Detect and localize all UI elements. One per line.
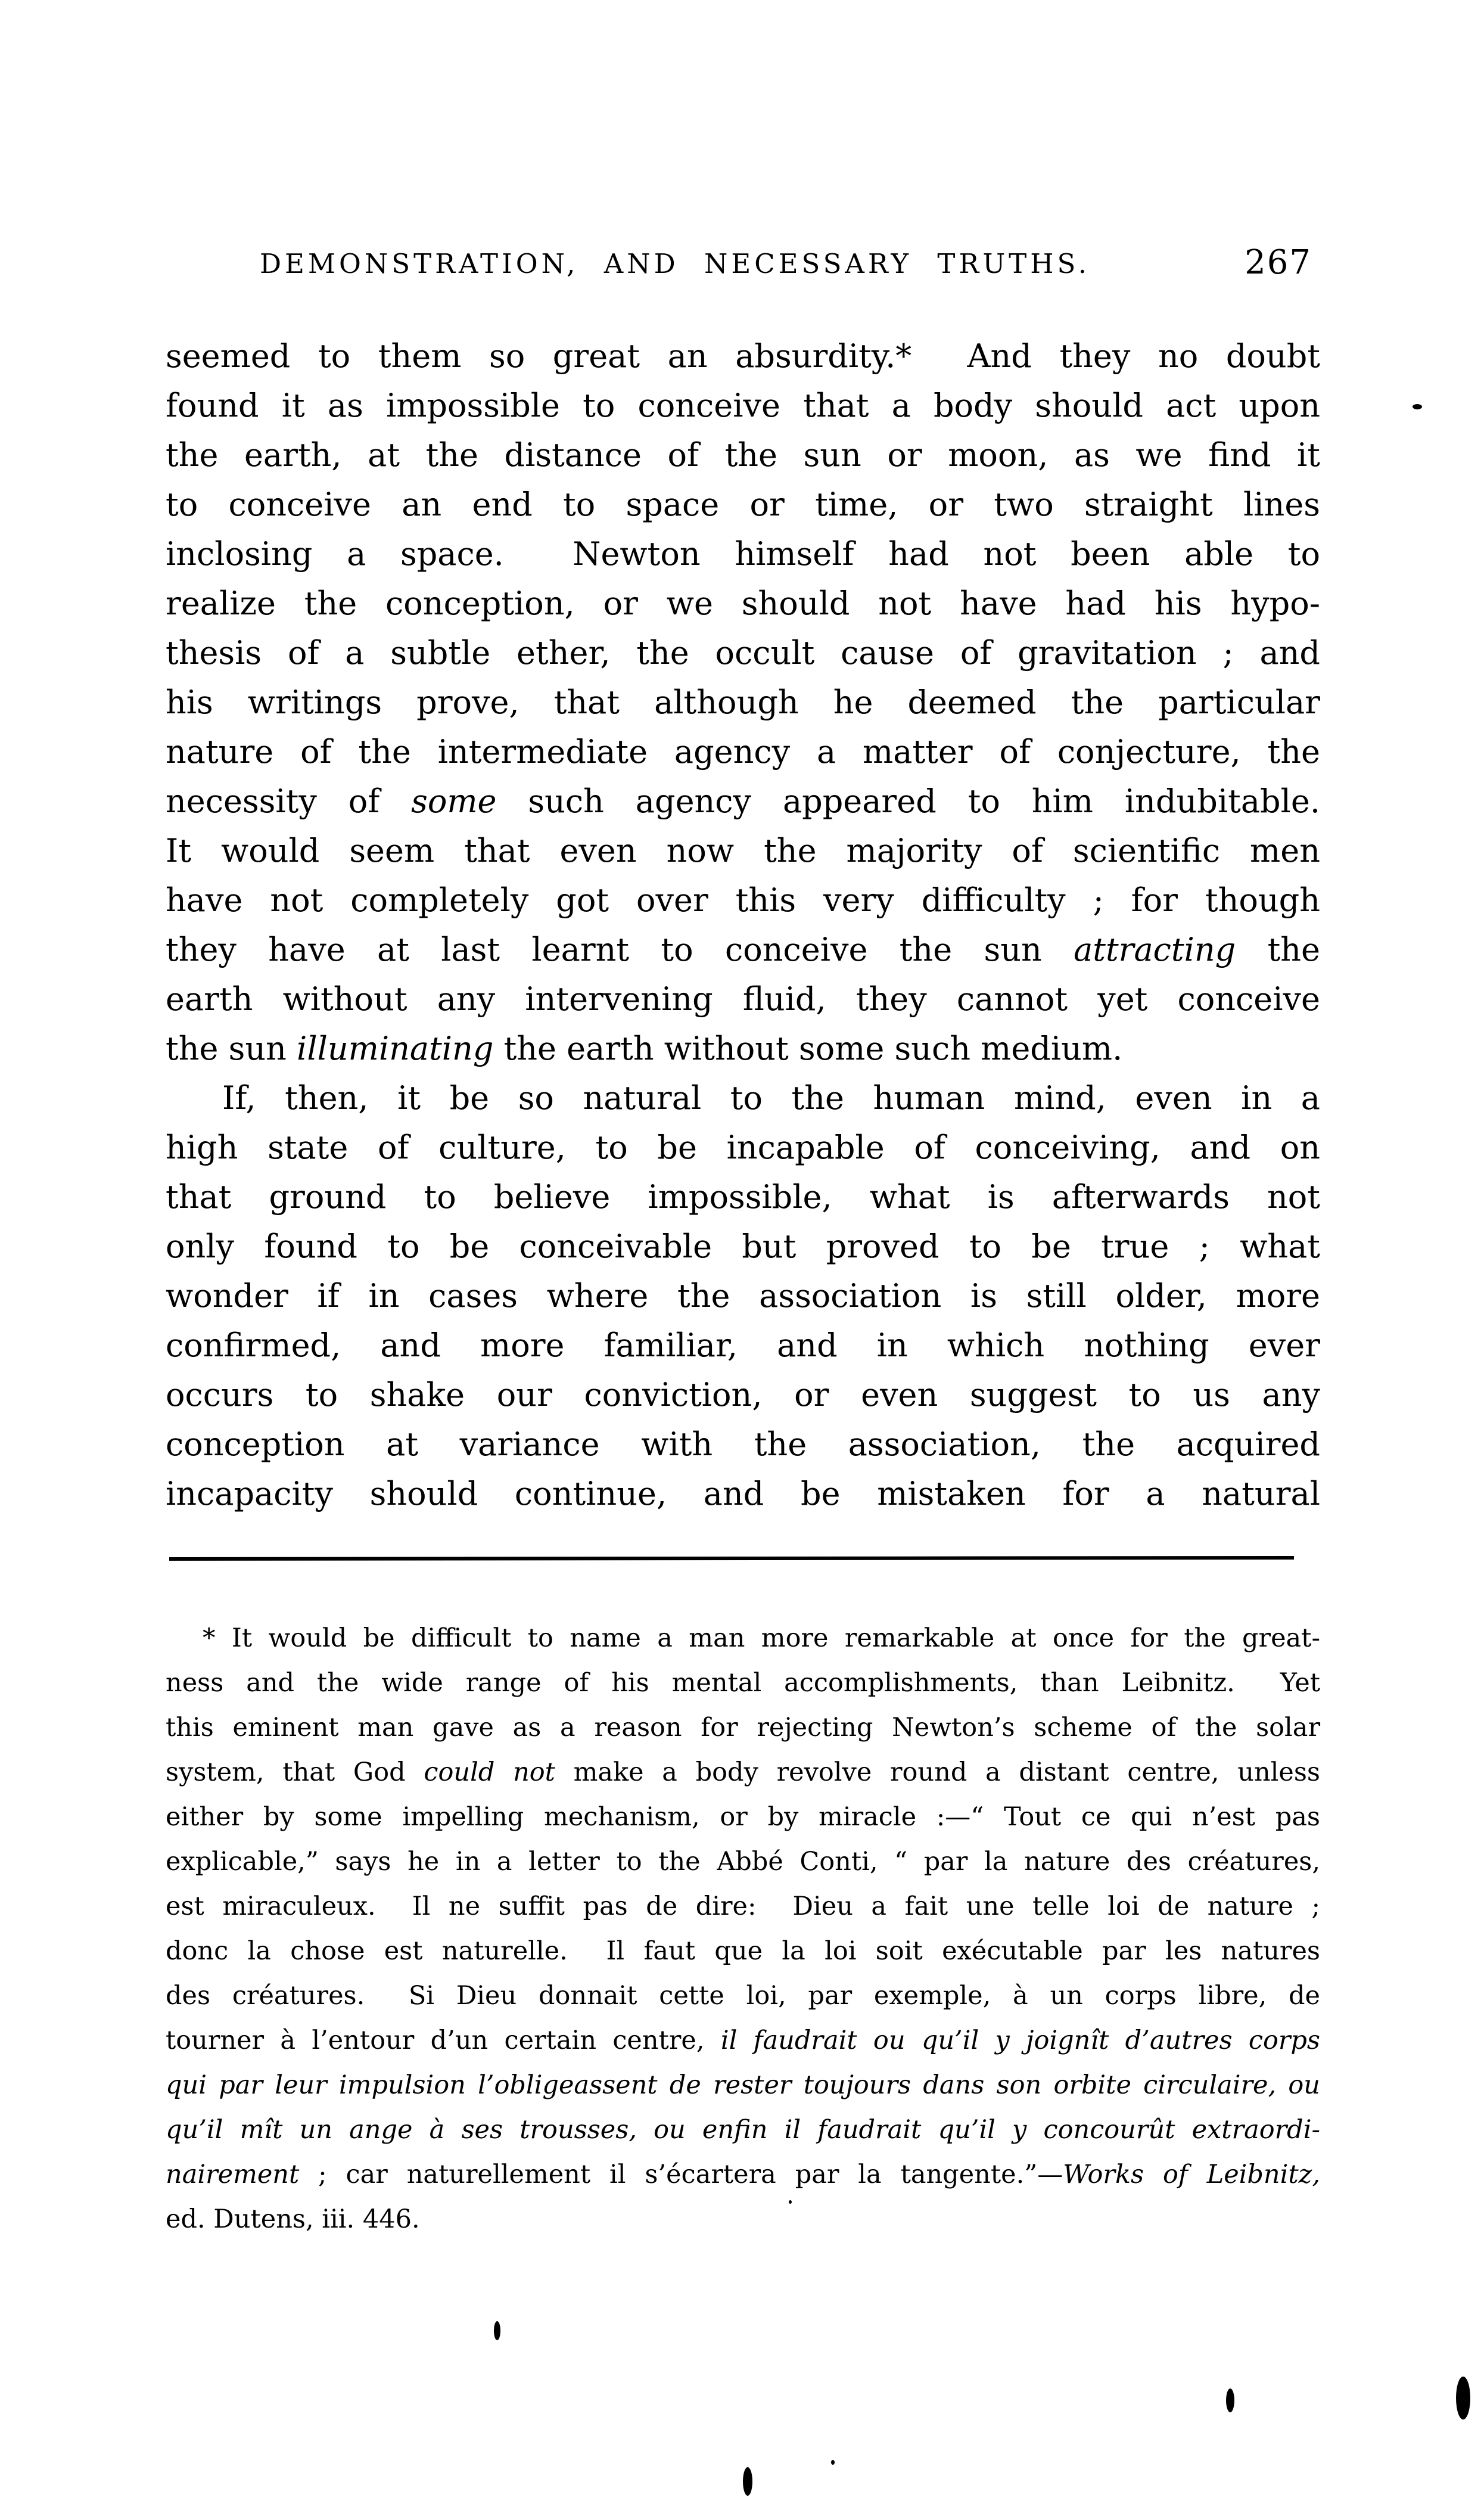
text-segment: tourner à l’entour d’un certain centre, [166,2026,721,2055]
text-line [166,727,1320,776]
text-segment: ; car naturellement il s’écartera par la tangente.”— [299,2160,1063,2189]
text-segment: conception at variance with the association, the acquired [166,1425,1320,1463]
text-segment: high state of culture, to be incapable of conceiving, and on [166,1129,1320,1166]
text-line [166,1750,1320,1795]
ink-speck [789,2200,792,2204]
text-line [166,2153,1320,2197]
text-segment: this eminent man gave as a reason for rejecting Newton’s scheme of the solar [166,1713,1320,1743]
text-segment: make a body revolve round a distant centre, unless [555,1757,1320,1787]
text-line [166,1974,1320,2018]
text-line [166,1123,1320,1172]
text-line [166,529,1320,579]
text-line [166,331,1320,381]
text-segment: * It would be difficult to name a man more remarkable at once for the great- [203,1623,1320,1653]
text-segment: confirmed, and more familiar, and in which nothing ever [166,1327,1320,1364]
ink-speck [831,2460,835,2465]
text-line [166,1661,1320,1706]
italic-text-segment: nairement [166,2160,300,2189]
ink-speck [743,2467,752,2496]
italic-text-segment: qu’il mît un ange à ses trousses, ou enfin il faudrait qu’il y concourût extraordi- [166,2115,1320,2145]
text-line [166,1840,1320,1884]
text-line [166,1024,1320,1073]
text-segment: explicable,” says he in a letter to the Abbé Conti, “ par la nature des créatures, [166,1847,1320,1877]
italic-text-segment: could not [424,1757,555,1787]
text-segment: the earth without some such medium. [493,1030,1123,1067]
text-line [166,776,1320,826]
text-segment: the earth, at the distance of the sun or moon, as we find it [166,436,1320,474]
text-segment: If, then, it be so natural to the human mind, even in a [222,1079,1320,1117]
page-header [166,243,1320,285]
text-segment: nature of the intermediate agency a matter of conjecture, the [166,733,1320,771]
text-line [166,2197,1320,2242]
italic-text-segment: illuminating [297,1030,494,1067]
footnote [166,1616,1320,2242]
text-segment: inclosing a space. Newton himself had not been able to [166,535,1320,573]
footnote-rule [169,1556,1294,1561]
text-line [166,1706,1320,1750]
text-segment: thesis of a subtle ether, the occult cause of gravitation ; and [166,634,1320,672]
ink-speck [1413,404,1422,409]
text-line [166,826,1320,875]
text-line [166,678,1320,727]
ink-speck [494,2321,500,2340]
text-line [166,1271,1320,1321]
text-segment: realize the conception, or we should not have had his hypo- [166,585,1320,622]
text-line [166,1884,1320,1929]
body-text [166,331,1320,1518]
text-segment: his writings prove, that although he deemed the particular [166,684,1320,721]
text-segment: found it as impossible to conceive that a body should act upon [166,387,1320,424]
text-line [166,628,1320,678]
running-head-title: DEMONSTRATION, AND NECESSARY TRUTHS. [259,248,1091,279]
ink-speck [1226,2388,1234,2412]
text-segment: necessity of [166,782,412,820]
text-line [166,1321,1320,1370]
text-line [166,2063,1320,2108]
italic-text-segment: some [411,782,497,820]
text-line [166,1616,1320,1661]
text-segment: wonder if in cases where the association is still older, more [166,1277,1320,1315]
text-segment: the [1236,931,1320,968]
text-line [166,2018,1320,2063]
text-segment: ed. Dutens, iii. 446. [166,2204,420,2234]
text-segment: est miraculeux. Il ne suffit pas de dire: Dieu a fait une telle loi de nature ; [166,1891,1320,1921]
text-segment: earth without any intervening fluid, they cannot yet conceive [166,980,1320,1018]
text-segment: either by some impelling mechanism, or by miracle :—“ Tout ce qui n’est pas [166,1802,1320,1832]
text-segment: des créatures. Si Dieu donnait cette loi, par exemple, à un corps libre, de [166,1981,1320,2011]
text-segment: system, that God [166,1757,424,1787]
text-segment: It would seem that even now the majority of scientific men [166,832,1320,869]
text-segment: only found to be conceivable but proved to be true ; what [166,1228,1320,1265]
page-number: 267 [1245,243,1312,282]
italic-text-segment: qui par leur impulsion l’obligeassent de rester toujours dans son orbite circulaire, ou [166,2070,1320,2100]
text-line [166,1420,1320,1469]
italic-text-segment: il faudrait ou qu’il y joignît d’autres corps [720,2026,1320,2055]
text-segment: such agency appeared to him indubitable. [496,782,1320,820]
text-line [166,381,1320,430]
text-segment: the sun [166,1030,297,1067]
text-segment: seemed to them so great an absurdity.* And they no doubt [166,337,1320,375]
italic-text-segment: attracting [1074,931,1236,968]
text-line [166,875,1320,925]
text-line [166,1073,1320,1123]
text-segment: donc la chose est naturelle. Il faut que la loi soit exécutable par les natures [166,1936,1320,1966]
text-segment: have not completely got over this very difficulty ; for though [166,881,1320,919]
text-line [166,974,1320,1024]
ink-speck [1456,2377,1470,2419]
text-segment: occurs to shake our conviction, or even suggest to us any [166,1376,1320,1414]
text-segment: they have at last learnt to conceive the sun [166,931,1074,968]
text-line [166,1795,1320,1840]
text-segment: ness and the wide range of his mental accomplishments, than Leibnitz. Yet [166,1668,1320,1698]
text-line [166,1222,1320,1271]
text-segment: to conceive an end to space or time, or two straight lines [166,486,1320,523]
text-segment: that ground to believe impossible, what is afterwards not [166,1178,1320,1216]
text-line [166,1469,1320,1518]
text-line [166,1172,1320,1222]
text-line [166,579,1320,628]
text-line [166,2108,1320,2153]
text-segment: incapacity should continue, and be mistaken for a natural [166,1475,1320,1512]
italic-text-segment: Works of Leibnitz, [1063,2160,1320,2189]
text-line [166,1929,1320,1974]
text-line [166,480,1320,529]
text-line [166,430,1320,480]
text-line [166,1370,1320,1420]
text-line [166,925,1320,974]
